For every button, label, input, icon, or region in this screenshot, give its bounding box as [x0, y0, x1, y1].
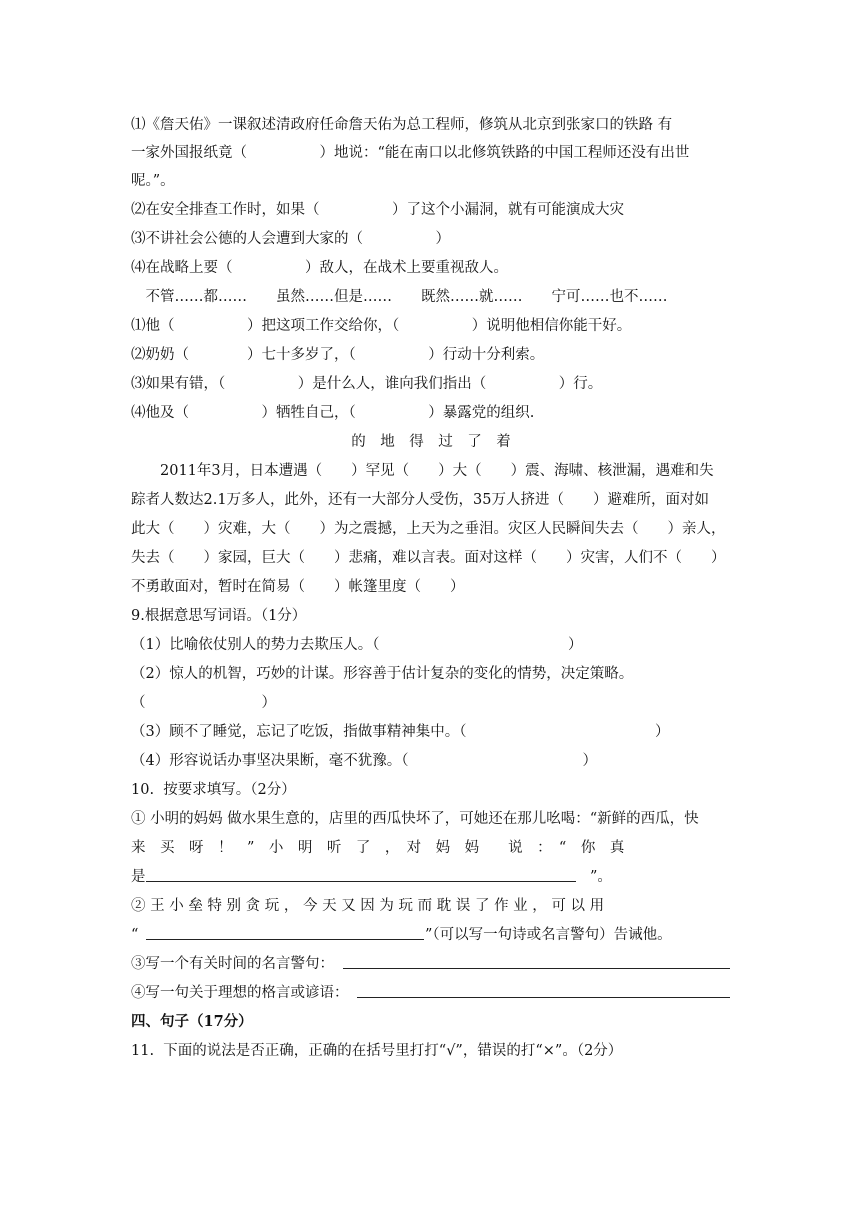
text-line: （1）比喻依仗别人的势力去欺压人。（ ） — [131, 637, 583, 653]
question-heading: 9.根据意思写词语。（1分） — [131, 608, 307, 624]
answer-blank[interactable] — [357, 997, 730, 998]
particle-options: 的 地 得 过 了 着 — [351, 434, 511, 450]
text-line: 2011年3月，日本遭遇（ ）罕见（ ）大（ ）震、海啸、核泄漏，遇难和失 — [131, 463, 714, 479]
conjunction-options: 不管……都…… 虽然……但是…… 既然……就…… 宁可……也不…… — [131, 289, 668, 305]
text-line: 失去（ ）家园，巨大（ ）悲痛，难以言表。面对这样（ ）灾害，人们不（ ） — [131, 550, 726, 566]
text-line: “ — [131, 927, 139, 943]
question-heading: 11. 下面的说法是否正确，正确的在括号里打打“√”，错误的打“×”。（2分） — [131, 1043, 623, 1059]
text-line: （ ） — [131, 695, 276, 711]
text-line: 此大（ ）灾难，大（ ）为之震撼，上天为之垂泪。灾区人民瞬间失去（ ）亲人， — [131, 521, 726, 537]
text-line: ① 小明的妈妈 做水果生意的，店里的西瓜快坏了，可她还在那儿吆喝：“新鲜的西瓜，快 — [131, 811, 699, 827]
text-line: ”。 — [590, 869, 612, 885]
text-line: 不勇敢面对，暂时在简易（ ）帐篷里度（ ） — [131, 579, 465, 595]
text-line: 来 买 呀 ！ ” 小 明 听 了 ， 对 妈 妈 说 ： “ 你 真 — [131, 840, 625, 856]
text-line: ⑷在战略上要（ ）敌人，在战术上要重视敌人。 — [131, 260, 508, 276]
text-line: ④写一句关于理想的格言或谚语： — [131, 985, 349, 1001]
text-line: ⑷他及（ ）牺牲自己，（ ）暴露党的组织. — [131, 405, 535, 421]
text-line: 是 — [131, 869, 146, 885]
text-line: 呢。”。 — [131, 173, 175, 189]
text-line: ⑵奶奶（ ）七十多岁了，（ ）行动十分利索。 — [131, 347, 545, 363]
question-heading: 10. 按要求填写。（2分） — [131, 782, 296, 798]
answer-blank[interactable] — [146, 881, 576, 882]
text-line: ⑵在安全排查工作时，如果（ ）了这个小漏洞，就有可能演成大灾 — [131, 202, 624, 218]
text-line: 一家外国报纸竟（ ）地说：“能在南口以北修筑铁路的中国工程师还没有出世 — [131, 145, 690, 161]
section-heading: 四、句子（17分） — [131, 1013, 253, 1030]
text-line: ③写一个有关时间的名言警句： — [131, 956, 334, 972]
text-line: （4）形容说话办事坚决果断，毫不犹豫。（ ） — [131, 753, 597, 769]
text-line: ⑴他（ ）把这项工作交给你，（ ）说明他相信你能干好。 — [131, 318, 632, 334]
answer-blank[interactable] — [343, 968, 730, 969]
text-line: ② 王 小 垒 特 别 贪 玩 ， 今 天 又 因 为 玩 而 耽 误 了 作 业 ， 可 以 用 — [131, 898, 605, 914]
answer-blank[interactable] — [146, 939, 424, 940]
text-line: ⑶不讲社会公德的人会遭到大家的（ ） — [131, 231, 450, 247]
text-line: （2）惊人的机智，巧妙的计谋。形容善于估计复杂的变化的情势，决定策略。 — [131, 666, 634, 682]
text-line: （3）顾不了睡觉，忘记了吃饭，指做事精神集中。（ ） — [131, 724, 670, 740]
text-line: 踪者人数达2.1万多人，此外，还有一大部分人受伤，35万人挤进（ ）避难所，面对如 — [131, 492, 710, 508]
text-line: ⑶如果有错，（ ）是什么人，谁向我们指出（ ）行。 — [131, 376, 603, 392]
text-line: ”（可以写一句诗或名言警句）告诫他。 — [425, 927, 672, 943]
text-line: ⑴《詹天佑》一课叙述清政府任命詹天佑为总工程师，修筑从北京到张家口的铁路 有 — [131, 117, 673, 133]
